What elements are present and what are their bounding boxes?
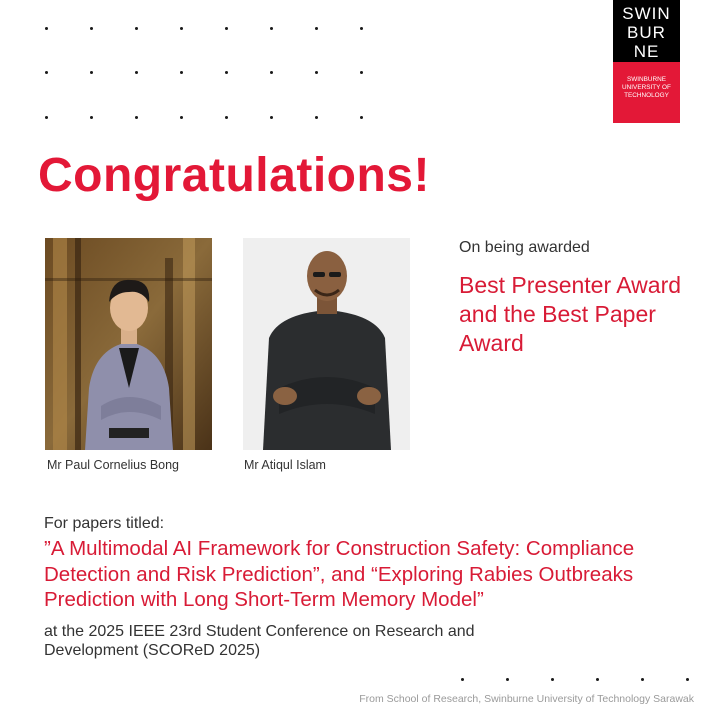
footer-credit: From School of Research, Swinburne University of Technology Sarawak bbox=[359, 693, 694, 705]
swinburne-logo bbox=[613, 0, 680, 123]
logo-subtitle bbox=[613, 62, 680, 123]
dot bbox=[360, 116, 363, 119]
dot bbox=[90, 71, 93, 74]
dot bbox=[45, 27, 48, 30]
dot bbox=[315, 27, 318, 30]
dot bbox=[90, 116, 93, 119]
logo-line-1: SWIN bbox=[622, 4, 671, 23]
dot bbox=[360, 27, 363, 30]
dot bbox=[225, 71, 228, 74]
dot bbox=[270, 27, 273, 30]
recipient-caption-2: Mr Atiqul Islam bbox=[244, 458, 326, 472]
award-intro: On being awarded bbox=[459, 239, 590, 256]
dot bbox=[45, 116, 48, 119]
dot bbox=[686, 678, 689, 681]
dot bbox=[225, 116, 228, 119]
recipient-caption-1: Mr Paul Cornelius Bong bbox=[47, 458, 180, 472]
page-title: Congratulations! bbox=[38, 149, 430, 202]
logo-subtitle-line-1: SWINBURNE bbox=[626, 76, 667, 83]
dot bbox=[461, 678, 464, 681]
conference-text: at the 2025 IEEE 23rd Student Conference on Research and Development (SCOReD 2025) bbox=[44, 623, 475, 659]
dot bbox=[360, 71, 363, 74]
recipient-photo-1 bbox=[45, 238, 212, 450]
dot bbox=[506, 678, 509, 681]
dot bbox=[270, 116, 273, 119]
dot bbox=[180, 116, 183, 119]
recipient-photo-2 bbox=[243, 238, 410, 450]
papers-intro: For papers titled: bbox=[44, 515, 165, 532]
dot bbox=[270, 71, 273, 74]
dot bbox=[90, 27, 93, 30]
logo-subtitle-line-3: TECHNOLOGY bbox=[624, 92, 669, 99]
award-title: Best Presenter Award and the Best Paper Award bbox=[459, 272, 682, 356]
dot bbox=[551, 678, 554, 681]
dot bbox=[596, 678, 599, 681]
dot bbox=[315, 71, 318, 74]
dot bbox=[641, 678, 644, 681]
dot bbox=[135, 116, 138, 119]
dot bbox=[225, 27, 228, 30]
dot bbox=[180, 27, 183, 30]
dot bbox=[135, 27, 138, 30]
logo-line-2: BUR bbox=[627, 23, 666, 42]
dot bbox=[315, 116, 318, 119]
dot bbox=[45, 71, 48, 74]
logo-line-3: NE bbox=[633, 42, 660, 61]
logo-subtitle-line-2: UNIVERSITY OF bbox=[622, 84, 671, 91]
dot bbox=[180, 71, 183, 74]
logo-wordmark bbox=[613, 0, 680, 62]
dot bbox=[135, 71, 138, 74]
papers-titles: ”A Multimodal AI Framework for Construction Safety: Compliance Detection and Risk Prediction”, and “Exploring Rabies Outbreaks Prediction with Long Short-Term Memory Model” bbox=[44, 537, 635, 611]
